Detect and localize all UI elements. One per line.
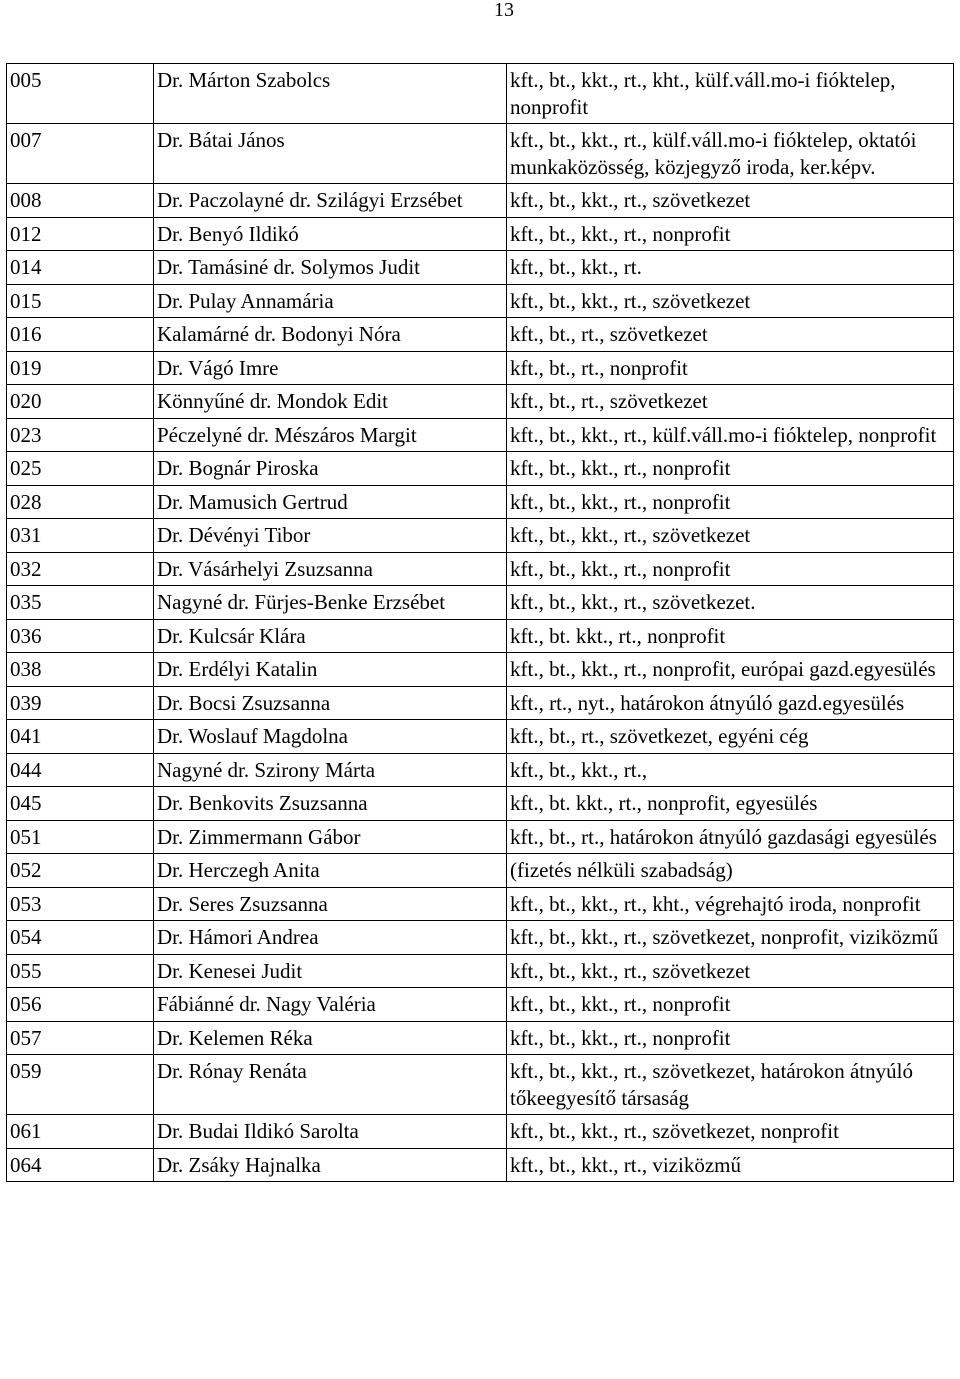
table-row bbox=[7, 887, 954, 921]
row-code: 052 bbox=[7, 854, 154, 888]
row-forms: kft., bt., kkt., rt., szövetkezet bbox=[507, 184, 954, 218]
row-forms: kft., bt., kkt., rt., kht., végrehajtó iroda, nonprofit bbox=[507, 887, 954, 921]
row-name: Dr. Bátai János bbox=[154, 124, 507, 184]
row-forms: kft., bt. kkt., rt., nonprofit, egyesülés bbox=[507, 787, 954, 821]
row-name: Dr. Herczegh Anita bbox=[154, 854, 507, 888]
row-forms: kft., bt., kkt., rt., szövetkezet bbox=[507, 954, 954, 988]
row-name: Nagyné dr. Fürjes-Benke Erzsébet bbox=[154, 586, 507, 620]
row-code: 025 bbox=[7, 452, 154, 486]
row-forms: kft., bt., kkt., rt., szövetkezet, nonprofit bbox=[507, 1115, 954, 1149]
table-row bbox=[7, 1021, 954, 1055]
row-code: 039 bbox=[7, 686, 154, 720]
row-name: Dr. Budai Ildikó Sarolta bbox=[154, 1115, 507, 1149]
row-code: 028 bbox=[7, 485, 154, 519]
row-code: 044 bbox=[7, 753, 154, 787]
row-code: 008 bbox=[7, 184, 154, 218]
table-row bbox=[7, 753, 954, 787]
row-name: Dr. Bocsi Zsuzsanna bbox=[154, 686, 507, 720]
table-row bbox=[7, 251, 954, 285]
row-forms: kft., bt., kkt., rt., viziközmű bbox=[507, 1148, 954, 1182]
row-code: 045 bbox=[7, 787, 154, 821]
row-code: 038 bbox=[7, 653, 154, 687]
row-code: 041 bbox=[7, 720, 154, 754]
row-forms: kft., bt., kkt., rt., szövetkezet, nonprofit, viziközmű bbox=[507, 921, 954, 955]
row-name: Dr. Bognár Piroska bbox=[154, 452, 507, 486]
row-forms: kft., bt., kkt., rt., kht., külf.váll.mo-i fióktelep, nonprofit bbox=[507, 64, 954, 124]
registry-table bbox=[6, 63, 954, 1182]
row-code: 059 bbox=[7, 1055, 154, 1115]
row-name: Dr. Tamásiné dr. Solymos Judit bbox=[154, 251, 507, 285]
row-forms: kft., bt., kkt., rt., szövetkezet bbox=[507, 519, 954, 553]
row-forms: kft., bt., rt., szövetkezet, egyéni cég bbox=[507, 720, 954, 754]
table-row bbox=[7, 452, 954, 486]
row-code: 012 bbox=[7, 217, 154, 251]
row-code: 020 bbox=[7, 385, 154, 419]
table-row bbox=[7, 653, 954, 687]
row-forms: kft., bt., kkt., rt., külf.váll.mo-i fióktelep, nonprofit bbox=[507, 418, 954, 452]
table-row bbox=[7, 686, 954, 720]
row-code: 031 bbox=[7, 519, 154, 553]
table-row bbox=[7, 854, 954, 888]
row-forms: kft., bt., kkt., rt., szövetkezet bbox=[507, 284, 954, 318]
table-row bbox=[7, 586, 954, 620]
row-name: Dr. Seres Zsuzsanna bbox=[154, 887, 507, 921]
row-forms: kft., bt., kkt., rt., nonprofit, európai gazd.egyesülés bbox=[507, 653, 954, 687]
row-name: Dr. Mamusich Gertrud bbox=[154, 485, 507, 519]
table-row bbox=[7, 351, 954, 385]
table-row bbox=[7, 124, 954, 184]
row-code: 005 bbox=[7, 64, 154, 124]
row-code: 023 bbox=[7, 418, 154, 452]
row-forms: (fizetés nélküli szabadság) bbox=[507, 854, 954, 888]
row-forms: kft., bt., rt., határokon átnyúló gazdasági egyesülés bbox=[507, 820, 954, 854]
row-forms: kft., bt., kkt., rt., nonprofit bbox=[507, 552, 954, 586]
row-forms: kft., bt., kkt., rt., nonprofit bbox=[507, 988, 954, 1022]
row-code: 032 bbox=[7, 552, 154, 586]
row-forms: kft., bt., rt., szövetkezet bbox=[507, 318, 954, 352]
row-name: Dr. Rónay Renáta bbox=[154, 1055, 507, 1115]
page-number: 13 bbox=[494, 0, 514, 21]
row-name: Dr. Márton Szabolcs bbox=[154, 64, 507, 124]
row-code: 053 bbox=[7, 887, 154, 921]
table-row bbox=[7, 184, 954, 218]
row-name: Dr. Kulcsár Klára bbox=[154, 619, 507, 653]
row-code: 007 bbox=[7, 124, 154, 184]
table-row bbox=[7, 217, 954, 251]
row-name: Kalamárné dr. Bodonyi Nóra bbox=[154, 318, 507, 352]
row-forms: kft., bt., kkt., rt., nonprofit bbox=[507, 485, 954, 519]
row-forms: kft., bt., rt., nonprofit bbox=[507, 351, 954, 385]
row-code: 014 bbox=[7, 251, 154, 285]
table-row bbox=[7, 418, 954, 452]
row-forms: kft., bt., kkt., rt., külf.váll.mo-i fióktelep, oktatói munkaközösség, közjegyző iroda, ker.képv. bbox=[507, 124, 954, 184]
row-name: Nagyné dr. Szirony Márta bbox=[154, 753, 507, 787]
row-forms: kft., bt., rt., szövetkezet bbox=[507, 385, 954, 419]
table-row bbox=[7, 1148, 954, 1182]
registry-table-container bbox=[6, 63, 954, 1182]
row-code: 054 bbox=[7, 921, 154, 955]
row-forms: kft., bt., kkt., rt., bbox=[507, 753, 954, 787]
row-code: 036 bbox=[7, 619, 154, 653]
row-name: Dr. Paczolayné dr. Szilágyi Erzsébet bbox=[154, 184, 507, 218]
row-code: 051 bbox=[7, 820, 154, 854]
row-name: Dr. Zimmermann Gábor bbox=[154, 820, 507, 854]
row-forms: kft., rt., nyt., határokon átnyúló gazd.egyesülés bbox=[507, 686, 954, 720]
row-forms: kft., bt. kkt., rt., nonprofit bbox=[507, 619, 954, 653]
table-row bbox=[7, 1055, 954, 1115]
table-row bbox=[7, 720, 954, 754]
row-name: Dr. Erdélyi Katalin bbox=[154, 653, 507, 687]
row-forms: kft., bt., kkt., rt., szövetkezet. bbox=[507, 586, 954, 620]
table-row bbox=[7, 787, 954, 821]
row-code: 015 bbox=[7, 284, 154, 318]
row-name: Dr. Woslauf Magdolna bbox=[154, 720, 507, 754]
table-row bbox=[7, 988, 954, 1022]
row-name: Fábiánné dr. Nagy Valéria bbox=[154, 988, 507, 1022]
table-row bbox=[7, 954, 954, 988]
row-code: 055 bbox=[7, 954, 154, 988]
row-name: Dr. Kelemen Réka bbox=[154, 1021, 507, 1055]
table-row bbox=[7, 1115, 954, 1149]
table-row bbox=[7, 619, 954, 653]
row-name: Dr. Benkovits Zsuzsanna bbox=[154, 787, 507, 821]
row-code: 064 bbox=[7, 1148, 154, 1182]
row-name: Dr. Pulay Annamária bbox=[154, 284, 507, 318]
table-row bbox=[7, 284, 954, 318]
row-name: Dr. Dévényi Tibor bbox=[154, 519, 507, 553]
row-forms: kft., bt., kkt., rt., nonprofit bbox=[507, 452, 954, 486]
table-row bbox=[7, 485, 954, 519]
row-code: 056 bbox=[7, 988, 154, 1022]
row-code: 016 bbox=[7, 318, 154, 352]
row-code: 061 bbox=[7, 1115, 154, 1149]
row-name: Dr. Hámori Andrea bbox=[154, 921, 507, 955]
row-name: Dr. Vásárhelyi Zsuzsanna bbox=[154, 552, 507, 586]
row-code: 057 bbox=[7, 1021, 154, 1055]
row-name: Dr. Benyó Ildikó bbox=[154, 217, 507, 251]
table-row bbox=[7, 318, 954, 352]
registry-table-body bbox=[7, 64, 954, 1182]
row-code: 035 bbox=[7, 586, 154, 620]
row-name: Dr. Kenesei Judit bbox=[154, 954, 507, 988]
row-name: Péczelyné dr. Mészáros Margit bbox=[154, 418, 507, 452]
table-row bbox=[7, 519, 954, 553]
row-code: 019 bbox=[7, 351, 154, 385]
row-name: Dr. Zsáky Hajnalka bbox=[154, 1148, 507, 1182]
row-forms: kft., bt., kkt., rt., szövetkezet, határokon átnyúló tőkeegyesítő társaság bbox=[507, 1055, 954, 1115]
row-forms: kft., bt., kkt., rt. bbox=[507, 251, 954, 285]
table-row bbox=[7, 552, 954, 586]
row-forms: kft., bt., kkt., rt., nonprofit bbox=[507, 217, 954, 251]
table-row bbox=[7, 64, 954, 124]
row-name: Könnyűné dr. Mondok Edit bbox=[154, 385, 507, 419]
row-forms: kft., bt., kkt., rt., nonprofit bbox=[507, 1021, 954, 1055]
row-name: Dr. Vágó Imre bbox=[154, 351, 507, 385]
table-row bbox=[7, 820, 954, 854]
table-row bbox=[7, 921, 954, 955]
table-row bbox=[7, 385, 954, 419]
